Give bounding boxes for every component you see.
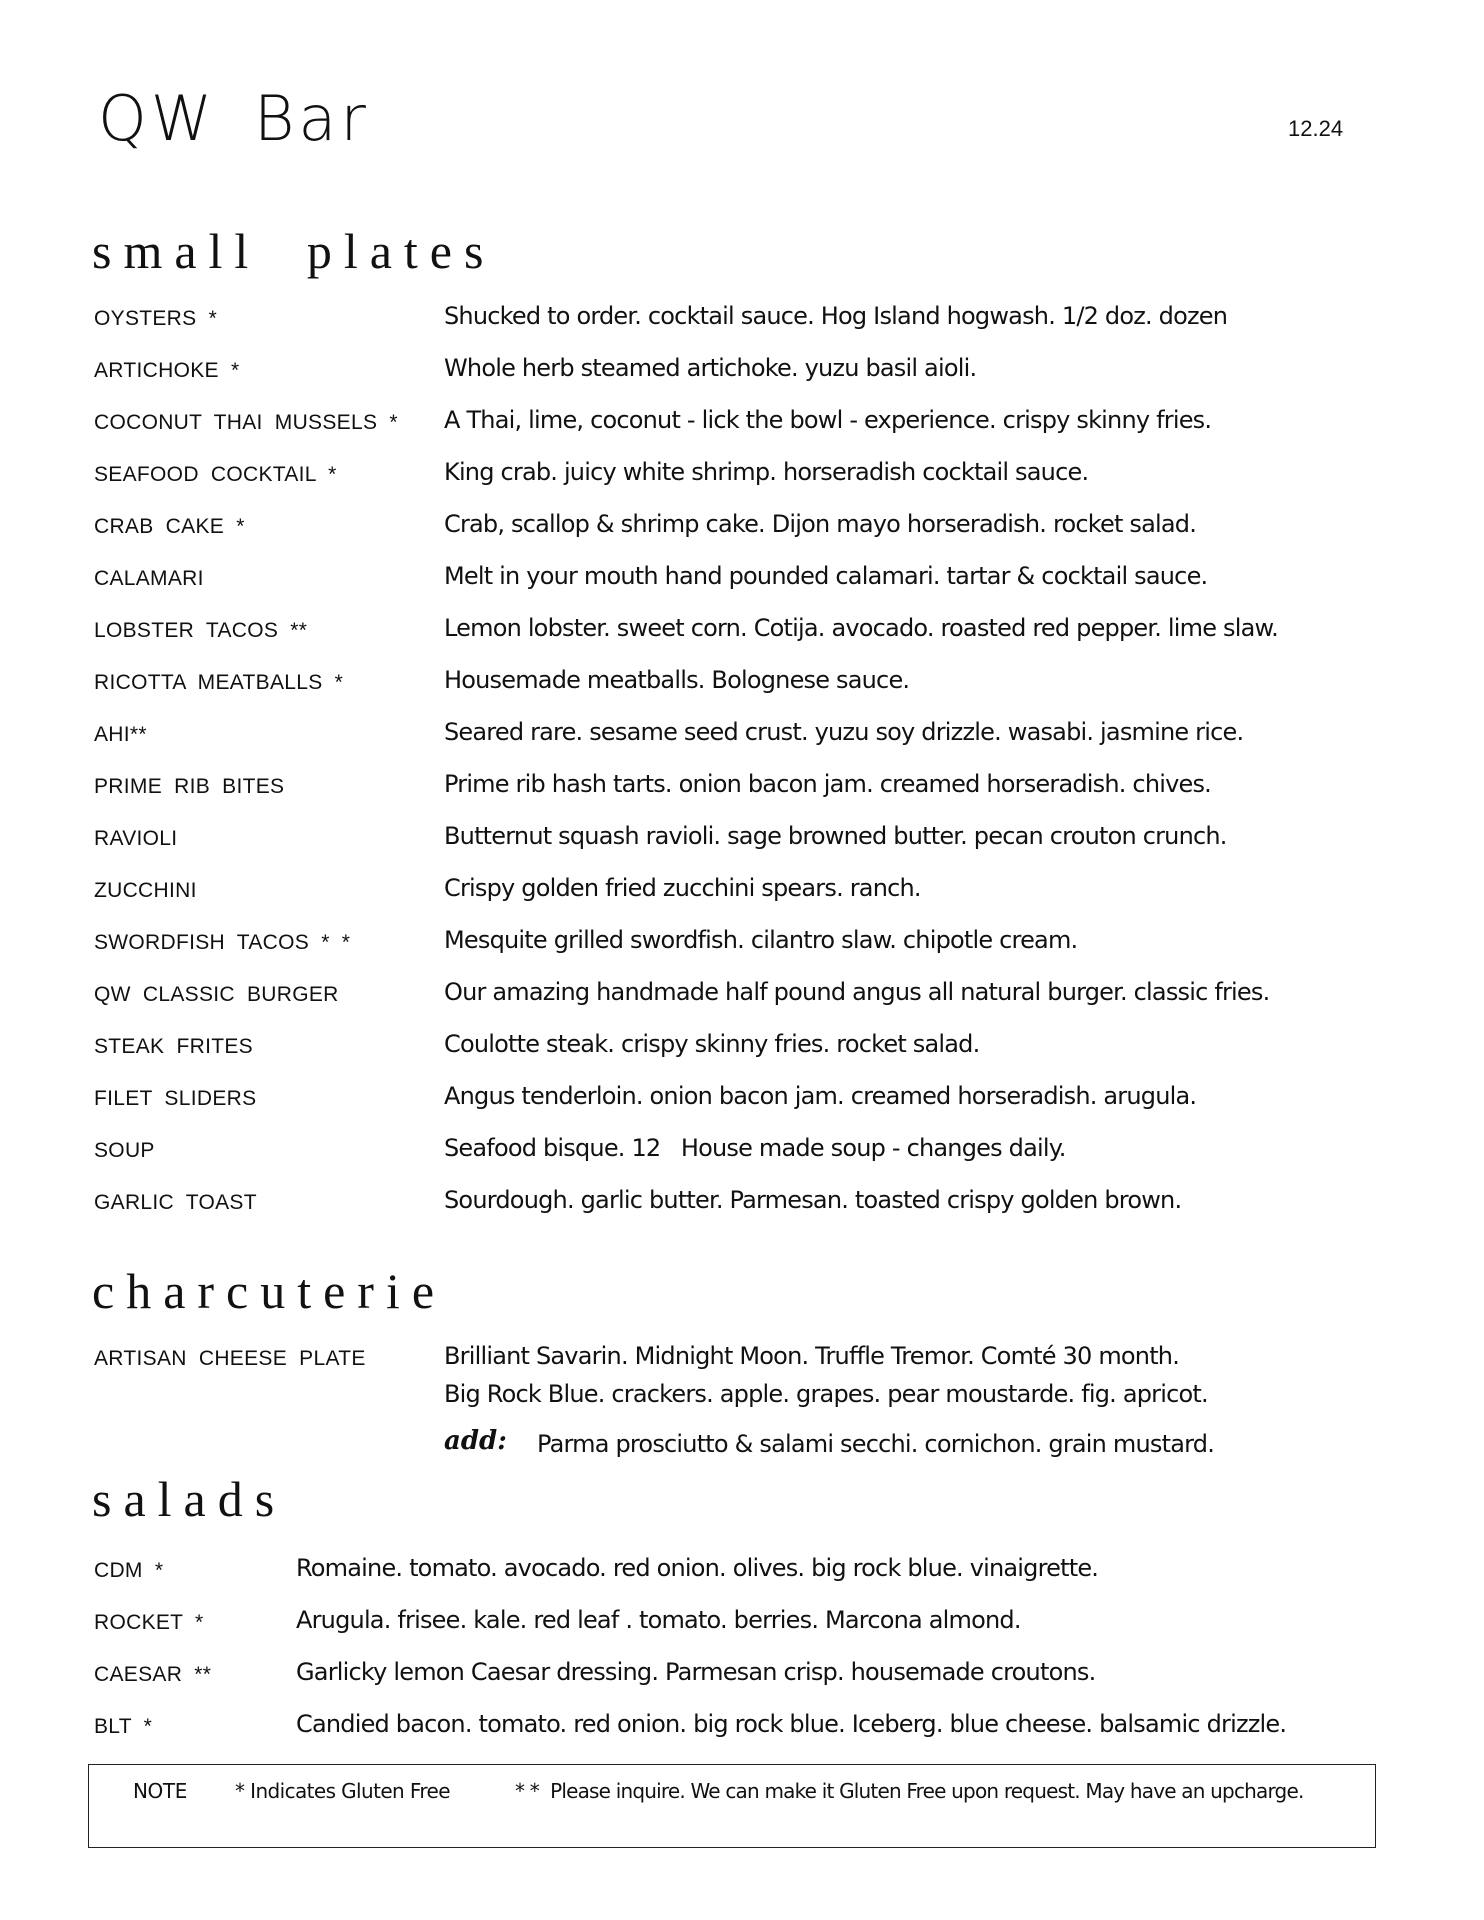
note-box [88,1764,1376,1848]
item-description: Crab, scallop & shrimp cake. Dijon mayo horseradish. rocket salad. [444,510,1197,538]
menu-item [0,1708,1484,1748]
menu-item [0,872,1484,912]
add-on-label: add: [444,1426,507,1456]
item-name: SWORDFISH TACOS * * [94,931,351,954]
item-description: Seafood bisque. 12 House made soup - changes daily. [444,1134,1066,1162]
section-heading-small-plates: small plates [92,223,496,279]
item-name: STEAK FRITES [94,1035,253,1058]
menu-item [0,820,1484,860]
menu-item [0,768,1484,808]
item-name: ARTICHOKE * [94,359,240,382]
item-description: Garlicky lemon Caesar dressing. Parmesan crisp. housemade croutons. [296,1658,1096,1686]
item-description: Mesquite grilled swordfish. cilantro slaw. chipotle cream. [444,926,1078,954]
item-description: Housemade meatballs. Bolognese sauce. [444,666,910,694]
menu-item [0,664,1484,704]
menu-item [0,924,1484,964]
item-name: GARLIC TOAST [94,1191,257,1214]
item-description: Lemon lobster. sweet corn. Cotija. avocado. roasted red pepper. lime slaw. [444,614,1278,642]
item-description: King crab. juicy white shrimp. horseradish cocktail sauce. [444,458,1089,486]
menu-item [0,1604,1484,1644]
menu-item [0,1184,1484,1224]
item-description: Crispy golden fried zucchini spears. ranch. [444,874,921,902]
item-name: COCONUT THAI MUSSELS * [94,411,398,434]
menu-item [0,1656,1484,1696]
item-name: SEAFOOD COCKTAIL * [94,463,337,486]
item-name: PRIME RIB BITES [94,775,285,798]
item-description: Whole herb steamed artichoke. yuzu basil aioli. [444,354,977,382]
menu-item [0,404,1484,444]
item-description-line-2: Big Rock Blue. crackers. apple. grapes. pear moustarde. fig. apricot. [444,1380,1208,1408]
menu-item [0,560,1484,600]
item-name: LOBSTER TACOS ** [94,619,308,642]
menu-item [0,508,1484,548]
item-name: CALAMARI [94,567,204,590]
item-name: ARTISAN CHEESE PLATE [94,1347,366,1370]
item-description: Melt in your mouth hand pounded calamari. tartar & cocktail sauce. [444,562,1208,590]
menu-item [0,612,1484,652]
item-description: Prime rib hash tarts. onion bacon jam. creamed horseradish. chives. [444,770,1212,798]
item-description: Our amazing handmade half pound angus all natural burger. classic fries. [444,978,1270,1006]
item-description: Sourdough. garlic butter. Parmesan. toasted crispy golden brown. [444,1186,1182,1214]
item-name: QW CLASSIC BURGER [94,983,339,1006]
item-name: ZUCCHINI [94,879,197,902]
note-label: NOTE [133,1779,187,1803]
item-description: Seared rare. sesame seed crust. yuzu soy drizzle. wasabi. jasmine rice. [444,718,1244,746]
item-name: RICOTTA MEATBALLS * [94,671,344,694]
item-description: Butternut squash ravioli. sage browned butter. pecan crouton crunch. [444,822,1227,850]
item-name: OYSTERS * [94,307,218,330]
item-description-line-1: Brilliant Savarin. Midnight Moon. Truffle Tremor. Comté 30 month. [444,1342,1180,1370]
menu-item [0,1132,1484,1172]
menu-item [0,716,1484,756]
item-name: ROCKET * [94,1611,204,1634]
section-heading-salads: salads [92,1471,287,1527]
item-description: Shucked to order. cocktail sauce. Hog Island hogwash. 1/2 doz. dozen [444,302,1228,330]
item-description: Angus tenderloin. onion bacon jam. creamed horseradish. arugula. [444,1082,1197,1110]
note-inquire: * * Please inquire. We can make it Gluten Free upon request. May have an upcharge. [515,1779,1304,1803]
item-name: CDM * [94,1559,164,1582]
item-name: SOUP [94,1139,155,1162]
item-description: Candied bacon. tomato. red onion. big rock blue. Iceberg. blue cheese. balsamic drizzle. [296,1710,1287,1738]
item-description: Arugula. frisee. kale. red leaf . tomato. berries. Marcona almond. [296,1606,1021,1634]
menu-item [0,300,1484,340]
item-description: Romaine. tomato. avocado. red onion. olives. big rock blue. vinaigrette. [296,1554,1099,1582]
item-description: A Thai, lime, coconut - lick the bowl - experience. crispy skinny fries. [444,406,1212,434]
section-heading-charcuterie: charcuterie [92,1263,447,1319]
page-title: QW Bar [98,82,370,155]
item-name: BLT * [94,1715,153,1738]
item-name: CAESAR ** [94,1663,212,1686]
item-description: Coulotte steak. crispy skinny fries. rocket salad. [444,1030,980,1058]
menu-item [0,1028,1484,1068]
note-gluten-free: * Indicates Gluten Free [235,1779,450,1803]
menu-item [0,976,1484,1016]
item-name: RAVIOLI [94,827,178,850]
menu-item [0,352,1484,392]
menu-item [0,1552,1484,1592]
menu-item [0,456,1484,496]
item-name: FILET SLIDERS [94,1087,257,1110]
menu-item [0,1080,1484,1120]
add-on-description: Parma prosciutto & salami secchi. cornichon. grain mustard. [537,1430,1215,1458]
menu-date: 12.24 [1288,116,1344,141]
item-name: CRAB CAKE * [94,515,245,538]
item-name: AHI** [94,723,147,746]
